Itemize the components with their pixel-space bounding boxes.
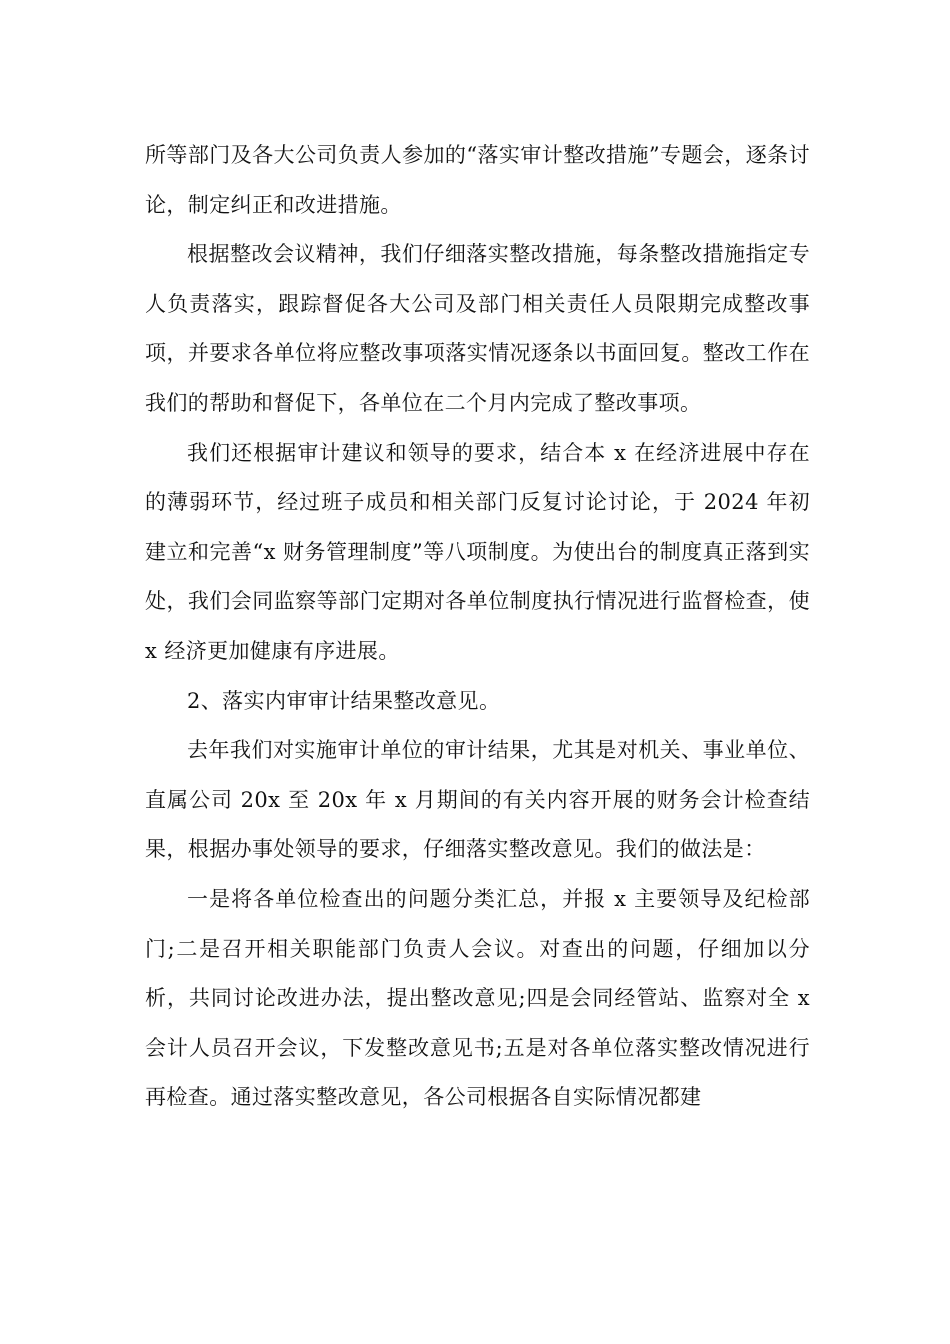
document-body — [145, 131, 810, 1123]
paragraph-approach-list: 一是将各单位检查出的问题分类汇总，并报 x 主要领导及纪检部门;二是召开相关职能部门负责人会议。对查出的问题，仔细加以分析，共同讨论改进办法，提出整改意见;四是会同经管站、监察对全 x 会计人员召开会议，下发整改意见书;五是对各单位落实整改情况进行再检查。通过落实整改意见，各公司根据各自实际情况都建 — [145, 886, 810, 1110]
paragraph-last-year-audit: 去年我们对实施审计单位的审计结果，尤其是对机关、事业单位、直属公司 20x 至 20x 年 x 月期间的有关内容开展的财务会计检查结果，根据办事处领导的要求，仔细落实整改意见。我们的做法是： — [145, 738, 810, 862]
paragraph-rectification-measures: 根据整改会议精神，我们仔细落实整改措施，每条整改措施指定专人负责落实，跟踪督促各大公司及部门相关责任人员限期完成整改事项，并要求各单位将应整改事项落实情况逐条以书面回复。整改工作在我们的帮助和督促下，各单位在二个月内完成了整改事项。 — [145, 242, 810, 415]
paragraph-continuation: 所等部门及各大公司负责人参加的“落实审计整改措施”专题会，逐条讨论，制定纠正和改进措施。 — [145, 143, 810, 217]
paragraph-system-building: 我们还根据审计建议和领导的要求，结合本 x 在经济进展中存在的薄弱环节，经过班子成员和相关部门反复讨论讨论，于 2024 年初建立和完善“x 财务管理制度”等八项制度。为使出台的制度真正落到实处，我们会同监察等部门定期对各单位制度执行情况进行监督检查，使 x 经济更加健康有序进展。 — [145, 440, 810, 663]
section-heading-internal-audit: 2、落实内审审计结果整改意见。 — [187, 688, 501, 713]
